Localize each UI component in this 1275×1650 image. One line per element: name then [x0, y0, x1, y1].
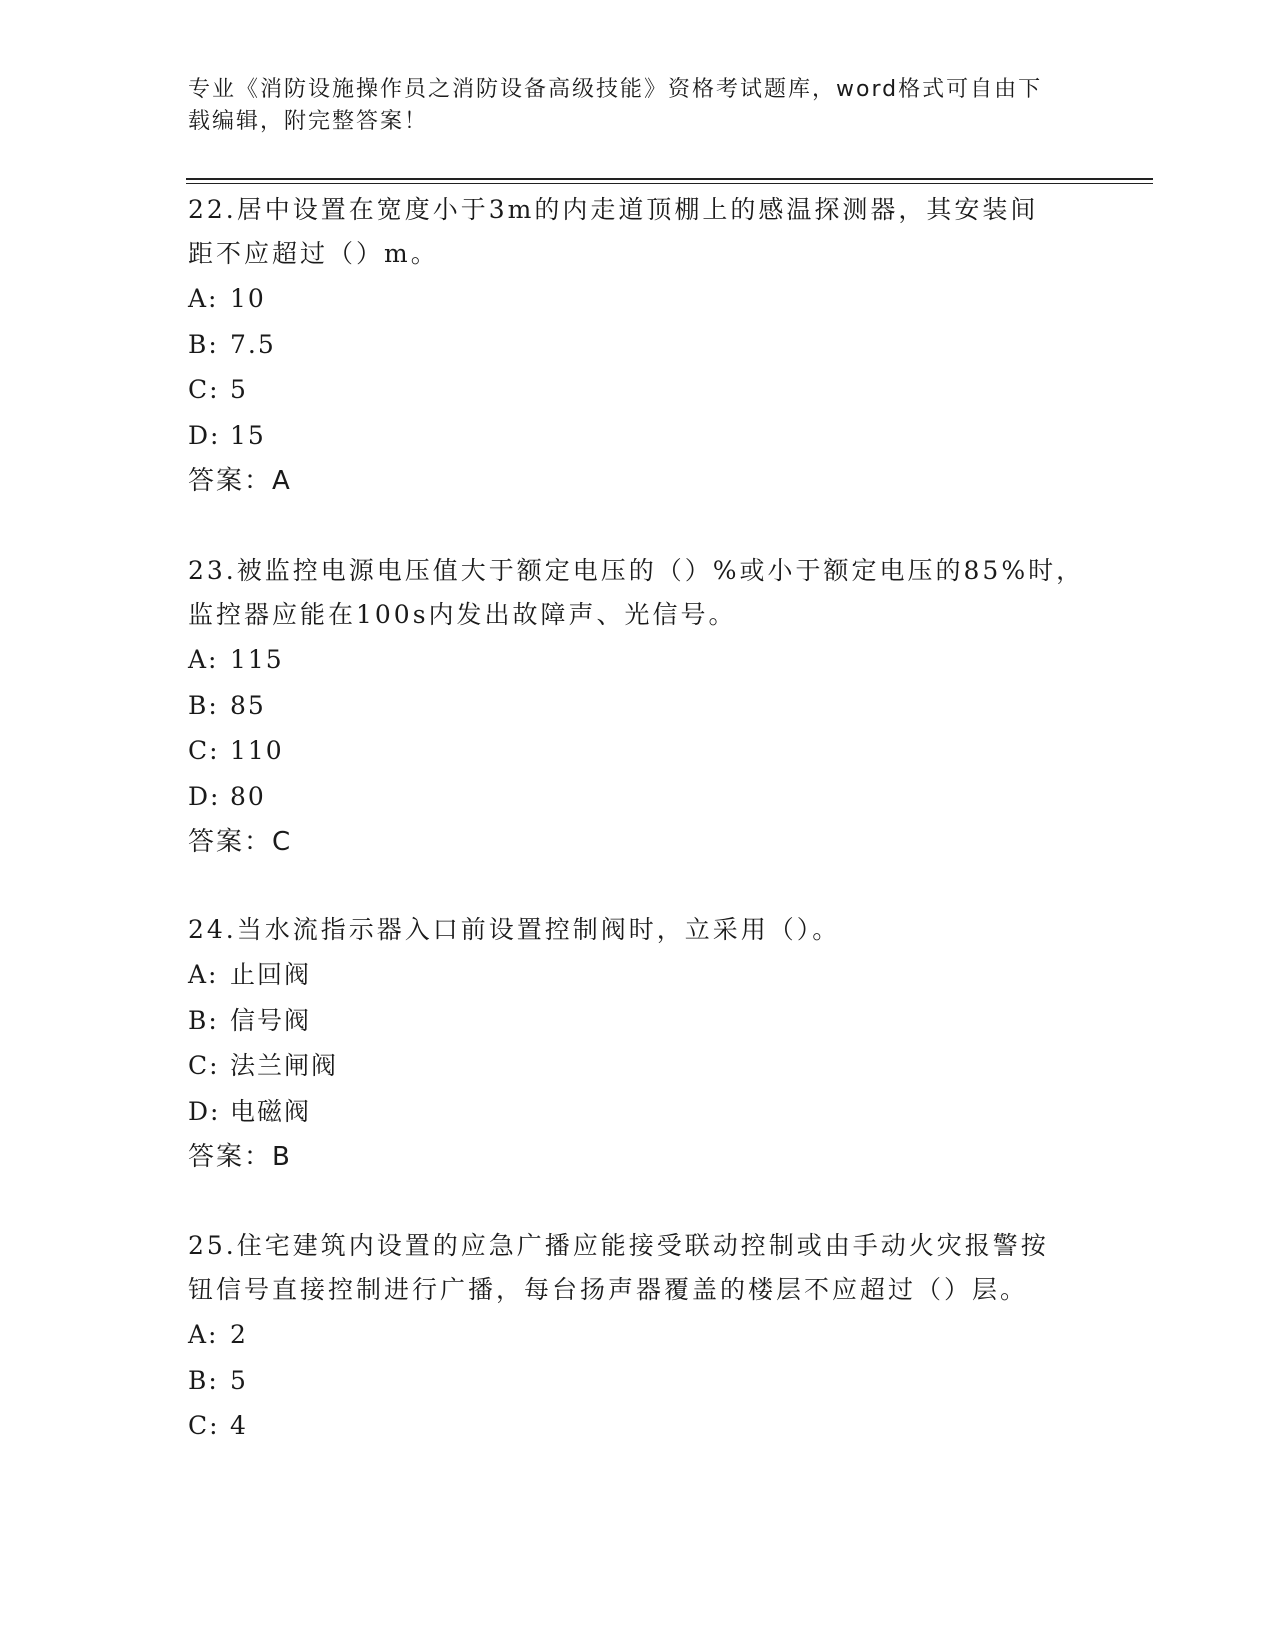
option-label: B: — [188, 1005, 219, 1035]
option-text: 7.5 — [230, 329, 276, 359]
question-stem-line: 22.居中设置在宽度小于3m的内走道顶棚上的感温探测器，其安装间 — [188, 195, 1039, 224]
option-label: A: — [188, 284, 219, 313]
option-text: 4 — [230, 1411, 248, 1440]
header-line-1: 专业《消防设施操作员之消防设备高级技能》资格考试题库，word格式可自由下 — [188, 77, 1043, 102]
option-d — [188, 774, 1088, 820]
option-d — [188, 413, 1088, 459]
option-a — [188, 1312, 1088, 1358]
question-24 — [188, 908, 1088, 1180]
option-b — [188, 322, 1088, 368]
option-label: D: — [188, 1096, 221, 1126]
header-divider-thick — [186, 178, 1153, 180]
option-text: 115 — [230, 645, 284, 674]
document-header — [188, 74, 1068, 138]
option-label: B: — [188, 1365, 219, 1395]
option-text: 止回阀 — [230, 960, 312, 989]
answer-line: 答案：C — [188, 827, 293, 857]
header-divider-thin — [186, 183, 1153, 184]
option-text: 110 — [230, 736, 284, 765]
option-c — [188, 1043, 1088, 1089]
option-text: 5 — [230, 1365, 248, 1395]
option-b — [188, 998, 1088, 1044]
option-label: B: — [188, 690, 219, 720]
header-line-2: 载编辑，附完整答案！ — [188, 109, 429, 134]
question-25 — [188, 1224, 1088, 1449]
question-stem-line: 距不应超过（）m。 — [188, 239, 439, 268]
question-stem-line: 钮信号直接控制进行广播，每台扬声器覆盖的楼层不应超过（）层。 — [188, 1275, 1029, 1304]
option-c — [188, 728, 1088, 774]
option-text: 10 — [230, 284, 266, 313]
option-text: 2 — [230, 1320, 248, 1349]
option-label: A: — [188, 645, 219, 674]
option-label: A: — [188, 960, 219, 989]
option-a — [188, 276, 1088, 322]
question-stem-line: 25.住宅建筑内设置的应急广播应能接受联动控制或由手动火灾报警按 — [188, 1231, 1049, 1260]
option-c — [188, 367, 1088, 413]
option-label: C: — [188, 1051, 220, 1080]
question-stem-line: 23.被监控电源电压值大于额定电压的（）%或小于额定电压的85%时， — [188, 556, 1085, 585]
option-label: C: — [188, 375, 220, 404]
question-stem-line: 24.当水流指示器入口前设置控制阀时，立采用（）。 — [188, 915, 841, 944]
option-label: A: — [188, 1320, 219, 1349]
option-a — [188, 952, 1088, 998]
option-b — [188, 1358, 1088, 1404]
answer-line: 答案：A — [188, 466, 292, 496]
answer-line: 答案：B — [188, 1142, 292, 1172]
question-23 — [188, 549, 1088, 865]
option-text: 5 — [230, 375, 248, 404]
question-22 — [188, 188, 1088, 504]
option-label: C: — [188, 1411, 220, 1440]
option-text: 电磁阀 — [230, 1096, 312, 1126]
option-b — [188, 683, 1088, 729]
option-text: 信号阀 — [230, 1005, 312, 1035]
option-d — [188, 1089, 1088, 1135]
option-label: B: — [188, 329, 219, 359]
option-text: 法兰闸阀 — [230, 1051, 339, 1080]
option-label: D: — [188, 420, 221, 450]
option-label: C: — [188, 736, 220, 765]
option-text: 85 — [230, 690, 266, 720]
option-a — [188, 637, 1088, 683]
option-text: 15 — [230, 420, 266, 450]
option-c — [188, 1403, 1088, 1449]
option-text: 80 — [230, 781, 266, 811]
question-stem-line: 监控器应能在100s内发出故障声、光信号。 — [188, 600, 737, 629]
option-label: D: — [188, 781, 221, 811]
